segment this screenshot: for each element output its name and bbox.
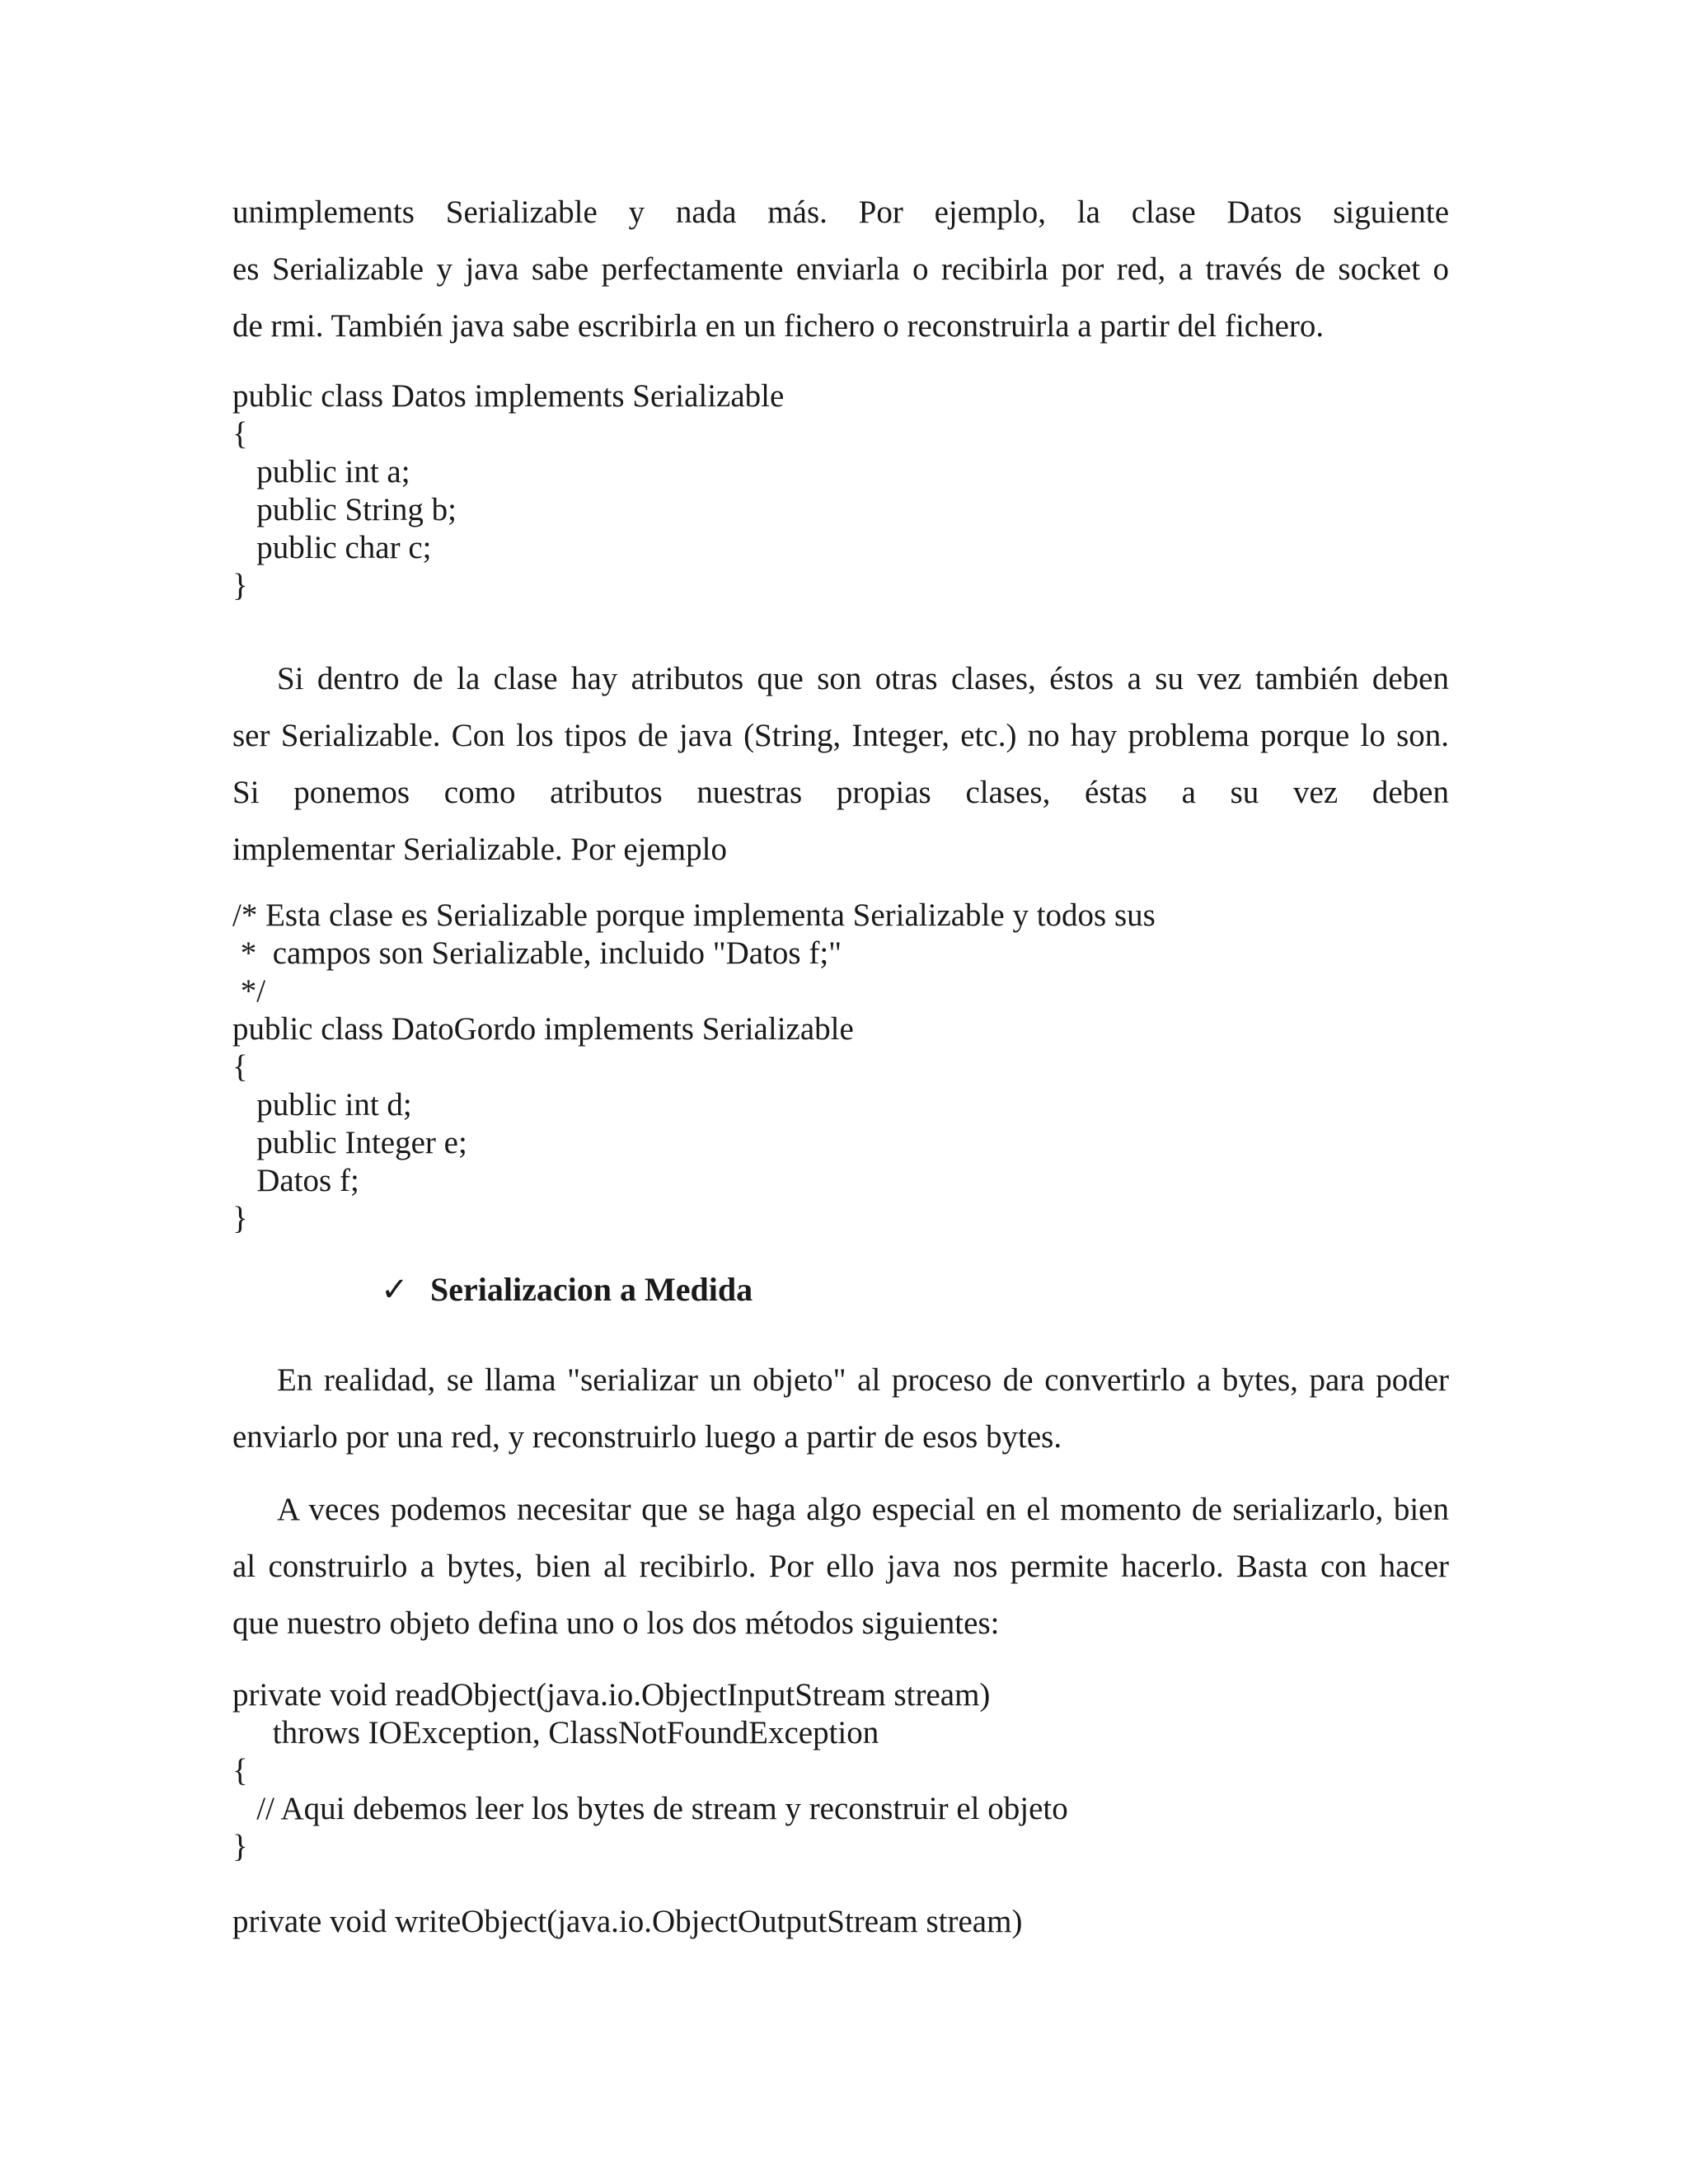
- checkmark-icon: ✓: [381, 1271, 409, 1308]
- code-block-readobject: private void readObject(java.io.ObjectInputStream stream) throws IOException, ClassNotFoundException { // Aqui debemos leer los bytes de stream y reconstruir el objeto }: [232, 1677, 1068, 1864]
- paragraph-line: Si ponemos como atributos nuestras propias clases, éstas a su vez deben: [232, 775, 1449, 810]
- paragraph-line: implementar Serializable. Por ejemplo: [232, 832, 727, 867]
- code-block-writeobject: private void writeObject(java.io.ObjectOutputStream stream): [232, 1904, 1023, 1939]
- paragraph-attribute-classes: [232, 650, 1449, 878]
- paragraph-line: En realidad, se llama "serializar un objeto" al proceso de convertirlo a bytes, para poder: [277, 1362, 1449, 1398]
- paragraph-line: es Serializable y java sabe perfectamente enviarla o recibirla por red, a través de socket o: [232, 251, 1449, 287]
- section-heading-text: Serializacion a Medida: [430, 1271, 753, 1308]
- section-heading: [381, 1269, 753, 1310]
- paragraph-line: que nuestro objeto defina uno o los dos métodos siguientes:: [232, 1605, 1000, 1641]
- paragraph-line: Si dentro de la clase hay atributos que son otras clases, éstos a su vez también deben: [277, 661, 1449, 696]
- paragraph-custom-methods: [232, 1481, 1449, 1652]
- paragraph-line: al construirlo a bytes, bien al recibirlo. Por ello java nos permite hacerlo. Basta con hacer: [232, 1549, 1449, 1584]
- code-block-datogordo: /* Esta clase es Serializable porque implementa Serializable y todos sus * campos son Serializable, incluido "Datos f;" */ public class DatoGordo implements Serializable { public int d; public Integer e; Datos f; }: [232, 898, 1156, 1236]
- paragraph-serializable-intro: [232, 184, 1449, 354]
- code-block-datos: public class Datos implements Serializable { public int a; public String b; public char c; }: [232, 378, 785, 603]
- paragraph-serializar-definition: [232, 1352, 1449, 1465]
- paragraph-line: A veces podemos necesitar que se haga algo especial en el momento de serializarlo, bien: [277, 1492, 1449, 1527]
- paragraph-line: ser Serializable. Con los tipos de java (String, Integer, etc.) no hay problema porque lo son.: [232, 718, 1449, 753]
- paragraph-line: enviarlo por una red, y reconstruirlo luego a partir de esos bytes.: [232, 1419, 1062, 1455]
- paragraph-line: de rmi. También java sabe escribirla en un fichero o reconstruirla a partir del fichero.: [232, 308, 1325, 344]
- paragraph-line: unimplements Serializable y nada más. Por ejemplo, la clase Datos siguiente: [232, 194, 1449, 230]
